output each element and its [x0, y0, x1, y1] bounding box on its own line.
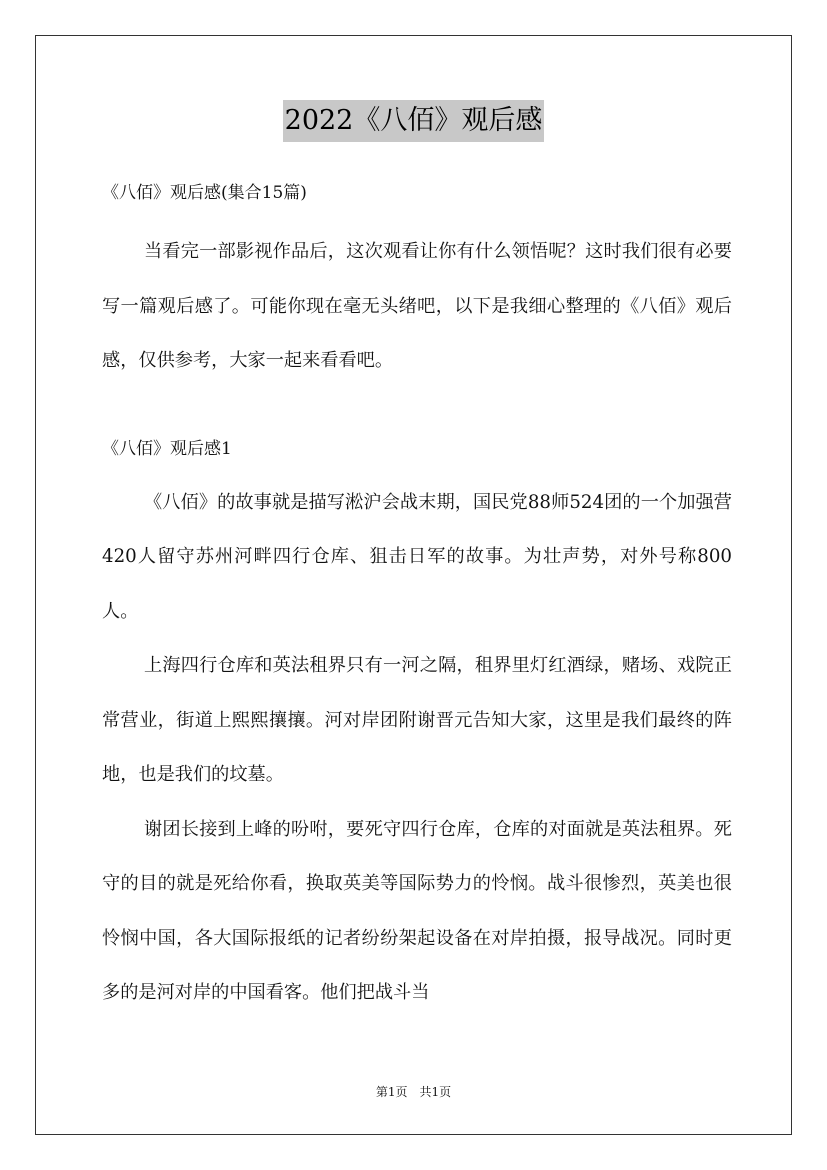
title-container — [0, 100, 827, 142]
document-title: 2022《八佰》观后感 — [283, 100, 545, 142]
body-paragraph: 谢团长接到上峰的吩咐，要死守四行仓库，仓库的对面就是英法租界。死守的目的就是死给你看，换取英美等国际势力的怜悯。战斗很惨烈，英美也很怜悯中国，各大国际报纸的记者纷纷架起设备在对岸拍摄，报导战况。同时更多的是河对岸的中国看客。他们把战斗当 — [102, 818, 732, 1003]
intro-paragraph: 当看完一部影视作品后，这次观看让你有什么领悟呢？这时我们很有必要写一篇观后感了。可能你现在毫无头绪吧，以下是我细心整理的《八佰》观后感，仅供参考，大家一起来看看吧。 — [102, 241, 732, 371]
page-footer: 第1页 共1页 — [375, 1085, 452, 1099]
section-heading: 《八佰》观后感1 — [102, 438, 232, 459]
document-subtitle: 《八佰》观后感(集合15篇) — [102, 183, 307, 203]
document-body — [102, 175, 732, 1021]
body-paragraph: 上海四行仓库和英法租界只有一河之隔，租界里灯红酒绿，赌场、戏院正常营业，街道上熙熙攘攘。河对岸团附谢晋元告知大家，这里是我们最终的阵地，也是我们的坟墓。 — [102, 655, 732, 785]
body-paragraph: 《八佰》的故事就是描写淞沪会战末期，国民党88师524团的一个加强营420人留守苏州河畔四行仓库、狙击日军的故事。为壮声势，对外号称800人。 — [102, 491, 732, 622]
